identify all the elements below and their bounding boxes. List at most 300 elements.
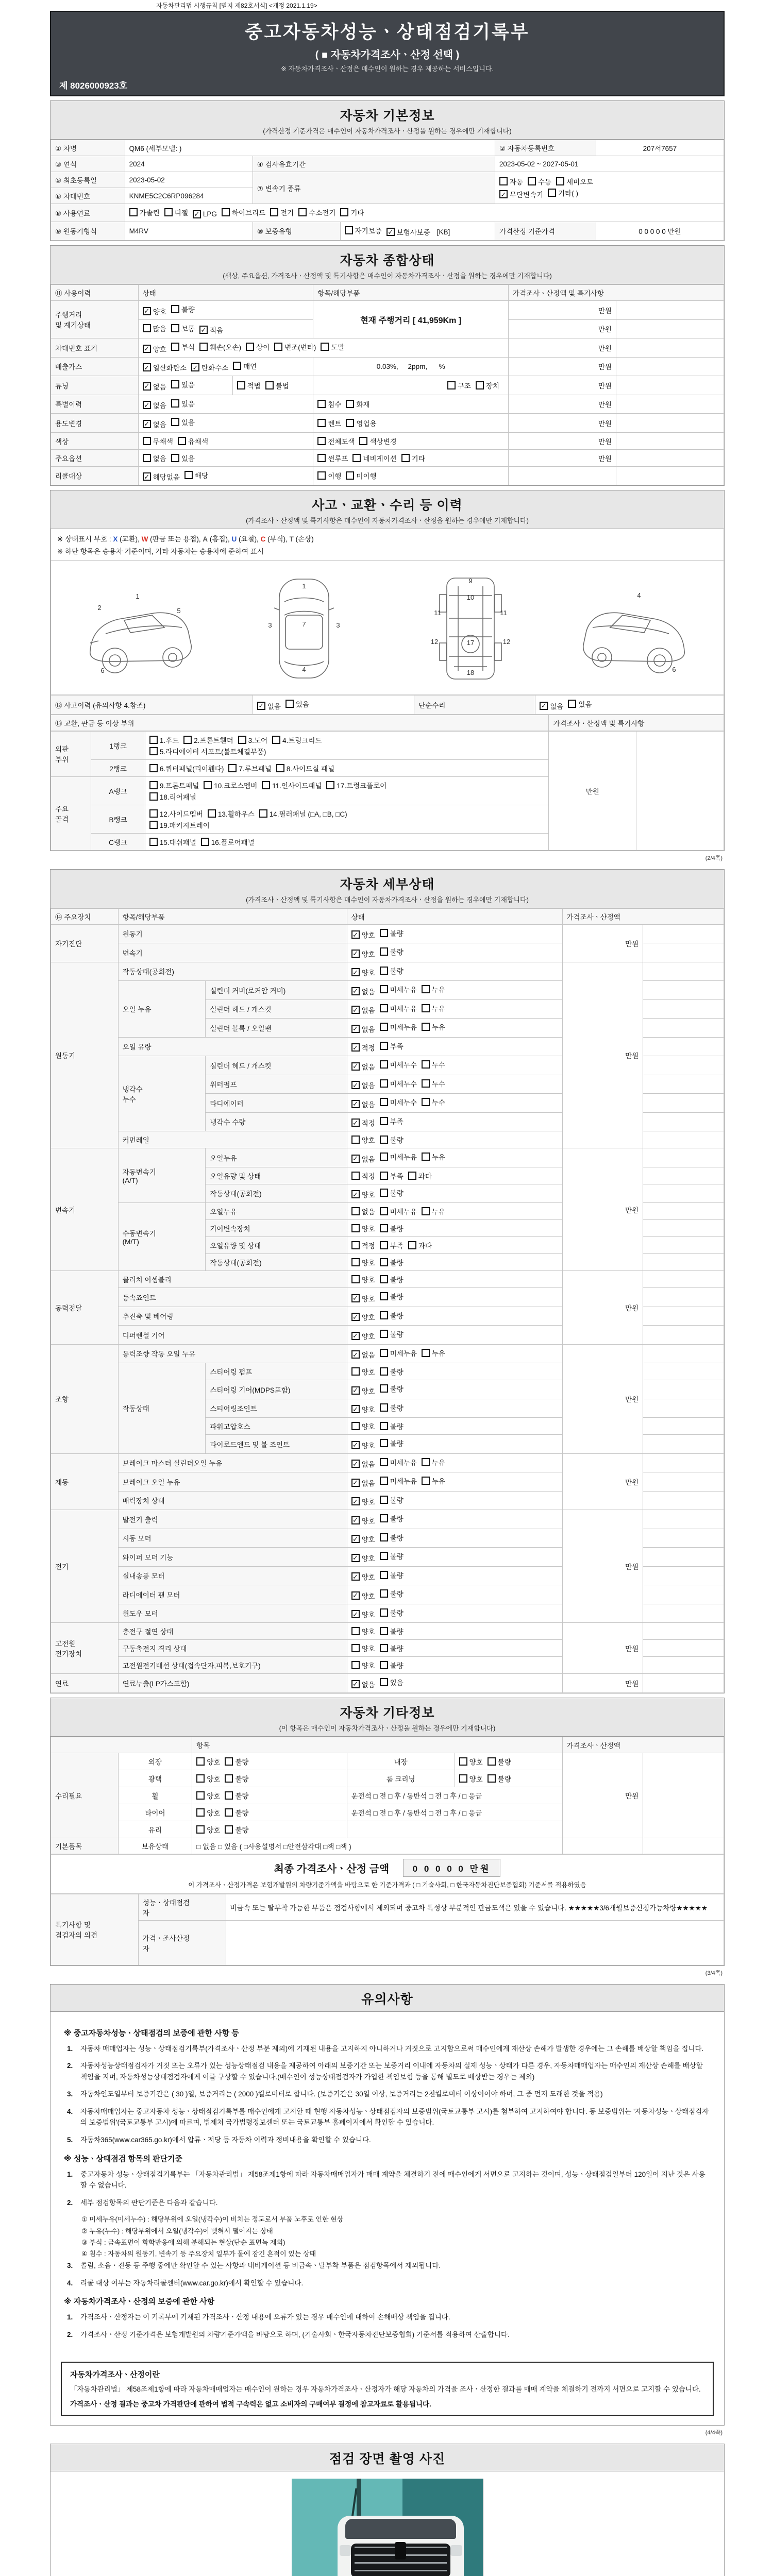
- checkbox[interactable]: 자동: [499, 176, 523, 187]
- label-cell: 디퍼렌셜 기어: [118, 1326, 347, 1345]
- checked-box-icon: ✓: [351, 1441, 360, 1449]
- value-cell: [313, 414, 509, 433]
- checkbox[interactable]: 부족: [380, 1116, 404, 1126]
- checkbox[interactable]: 양호: [196, 1790, 220, 1801]
- checkbox[interactable]: 미세누유: [380, 984, 417, 994]
- checkbox[interactable]: 유채색: [178, 436, 208, 446]
- label-cell: 실린더 헤드 / 개스킷: [206, 1056, 347, 1075]
- label-cell: 가격ㆍ조사산정 자: [138, 1920, 226, 1965]
- empty-box-icon: [352, 454, 361, 462]
- value-cell: [643, 943, 724, 962]
- value-cell: 2023-05-02: [125, 172, 253, 188]
- value-cell: 만원: [562, 962, 643, 1148]
- checkbox[interactable]: 전기: [270, 207, 294, 217]
- empty-box-icon: [488, 1774, 496, 1783]
- checkbox[interactable]: 불량: [380, 1588, 404, 1599]
- checkbox[interactable]: 불량: [488, 1756, 511, 1767]
- checked-box-icon: ✓: [351, 1516, 360, 1524]
- checkbox[interactable]: 불량: [380, 946, 404, 957]
- checkbox[interactable]: 색상변경: [359, 436, 396, 446]
- checkbox[interactable]: 적정: [351, 1240, 375, 1250]
- value-cell: [313, 395, 509, 414]
- checkbox[interactable]: ✓ 양호: [351, 1609, 375, 1619]
- checkbox[interactable]: 불량: [225, 1773, 248, 1784]
- checked-box-icon: ✓: [351, 1554, 360, 1562]
- checked-box-icon: ✓: [257, 702, 265, 710]
- value-cell: [643, 962, 724, 981]
- checkbox[interactable]: ✓ 양호: [351, 1571, 375, 1582]
- checkbox[interactable]: 디젤: [164, 207, 188, 217]
- checkbox[interactable]: 과다: [408, 1240, 432, 1250]
- checkbox[interactable]: 4.트렁크리드: [272, 735, 322, 745]
- checkbox[interactable]: 누유: [422, 1476, 445, 1486]
- checkbox[interactable]: 양호: [351, 1643, 375, 1653]
- checkbox[interactable]: 훼손(오손): [199, 342, 241, 352]
- accident-summary-table: [51, 695, 724, 715]
- value-cell: [138, 414, 313, 433]
- checkbox[interactable]: 양호: [351, 1366, 375, 1377]
- checkbox[interactable]: 13.휠하우스: [208, 808, 255, 819]
- checkbox[interactable]: 양호: [351, 1660, 375, 1670]
- checkbox[interactable]: 양호: [196, 1824, 220, 1835]
- car-diagram-top: [240, 566, 368, 689]
- checkbox[interactable]: 불법: [265, 380, 289, 391]
- diagram-part-number: 1: [136, 592, 140, 600]
- table-row: [51, 1344, 724, 1363]
- checked-box-icon: ✓: [386, 228, 395, 236]
- checkbox[interactable]: ✓ 적정: [351, 1042, 375, 1053]
- damage-code: W: [141, 535, 148, 543]
- checkbox[interactable]: ✓ 없음: [351, 1080, 375, 1090]
- checkbox[interactable]: ✓ 없음: [351, 1349, 375, 1360]
- checkbox[interactable]: ✓ 없음: [351, 1679, 375, 1689]
- checkbox[interactable]: 도말: [321, 342, 344, 352]
- checkbox[interactable]: 불량: [380, 965, 404, 976]
- empty-box-icon: [237, 381, 245, 389]
- checkbox[interactable]: 미세누유: [380, 1003, 417, 1013]
- checkbox[interactable]: 보통: [171, 323, 195, 333]
- checkbox[interactable]: 부식: [171, 342, 195, 352]
- checked-box-icon: ✓: [351, 1100, 360, 1108]
- notes-item: 3. 쏠림, 소음ㆍ진동 등 주행 중에만 확인할 수 있는 사항과 내비게이션 등 비금속ㆍ탈부착 부품은 점검항목에서 제외됩니다.: [67, 2262, 441, 2269]
- checkbox[interactable]: 12.사이드멤버: [149, 808, 203, 819]
- checkbox[interactable]: 기타: [340, 207, 364, 217]
- checkbox[interactable]: 양호: [459, 1773, 483, 1784]
- checkbox[interactable]: ✓ 없음: [143, 381, 166, 392]
- checkbox[interactable]: 불량: [225, 1824, 248, 1835]
- label-cell: ⑪ 사용이력: [51, 285, 139, 301]
- checkbox[interactable]: 변조(변타): [274, 342, 316, 352]
- checkbox[interactable]: ✓ 없음: [351, 1154, 375, 1164]
- checkbox[interactable]: 19.패키지트레이: [149, 820, 210, 830]
- checkbox[interactable]: 기타: [401, 453, 425, 463]
- final-price-note: 이 가격조사ㆍ산정가격은 보험개발원의 차량기준가액을 바탕으로 한 기준가격과 ( □ 기술사회, □ 한국자동차진단보증협회) 기준서를 적용하였음: [188, 1881, 586, 1889]
- label-cell: 주요 골격: [51, 776, 91, 850]
- checkbox[interactable]: 양호: [196, 1773, 220, 1784]
- checkbox[interactable]: ✓ 양호: [351, 1312, 375, 1322]
- checkbox[interactable]: ✓ 양호: [351, 1293, 375, 1303]
- checkbox[interactable]: 양호: [196, 1807, 220, 1818]
- value-cell: 2024: [125, 156, 253, 172]
- checkbox[interactable]: ✓ 없음: [143, 400, 166, 410]
- label-cell: ② 자동차등록번호: [495, 140, 596, 156]
- checkbox[interactable]: 적정: [351, 1171, 375, 1181]
- checkbox[interactable]: 불량: [380, 1532, 404, 1543]
- checkbox[interactable]: 양호: [351, 1626, 375, 1636]
- label-cell: 오일유량 및 상태: [206, 1167, 347, 1184]
- value-cell: [347, 1491, 562, 1510]
- checkbox[interactable]: 세미오토: [556, 176, 593, 187]
- checkbox[interactable]: ✓ 양호: [351, 1385, 375, 1396]
- checkbox[interactable]: 불량: [380, 1223, 404, 1233]
- table-row: [51, 301, 724, 320]
- checkbox[interactable]: ✓ 양호: [351, 1534, 375, 1544]
- value-cell: [643, 1640, 724, 1657]
- checkbox[interactable]: 미세누유: [380, 1151, 417, 1162]
- empty-box-icon: [298, 208, 307, 216]
- checkbox[interactable]: 불량: [225, 1756, 248, 1767]
- section-subtitle: (가격조사ㆍ산정액 및 특기사항은 매수인이 자동차가격조사ㆍ산정을 원하는 경우에만 기재합니다): [246, 517, 529, 524]
- checkbox[interactable]: 해당: [184, 470, 208, 480]
- checkbox[interactable]: 1.후드: [149, 735, 179, 745]
- checkbox[interactable]: ✓ 양호: [351, 1440, 375, 1450]
- checkbox[interactable]: 이행: [317, 470, 341, 481]
- checkbox[interactable]: 상이: [246, 342, 270, 352]
- final-price-amount: 0 0 0 0 0 만원: [403, 1859, 501, 1877]
- notes-item: 2. 자동차성능상태점검자가 거짓 또는 오류가 있는 성능상태점검 내용을 제공하여 아래의 보증기간 또는 보증거리 이내에 자동차의 실제 성능ㆍ상태가 다른 경우, 자동차매매업자는 매수인의 재산상 손해를 배상할 책임을 지며, 자동차성능상태점검자에게 이를 구상할 수 있습니다.(매수인이 성능상태점검자가 가입한 책임보험 등을 통해 별도로 배상받는 경우는 제외): [67, 2062, 703, 2081]
- checkbox[interactable]: 6.쿼터패널(리어휀다): [149, 763, 224, 773]
- value-cell: [347, 1418, 562, 1435]
- value-cell: [347, 1548, 562, 1567]
- checkbox[interactable]: 14.필러패널 (□A, □B, □C): [259, 808, 347, 819]
- checkbox[interactable]: 양호: [351, 1223, 375, 1233]
- value-cell: [643, 1657, 724, 1674]
- value-cell: [643, 1220, 724, 1237]
- checkbox[interactable]: 누유: [422, 1022, 445, 1032]
- checkbox[interactable]: 있음: [171, 398, 195, 409]
- checkbox[interactable]: 있음: [285, 699, 309, 709]
- checkbox[interactable]: 있음: [171, 379, 195, 389]
- checkbox[interactable]: ✓ 양호: [351, 1590, 375, 1601]
- label-cell: 연료: [51, 1674, 119, 1693]
- basic-info-table: [51, 140, 724, 241]
- empty-box-icon: [351, 1661, 360, 1669]
- checkbox[interactable]: 가솔린: [129, 207, 160, 217]
- checkbox[interactable]: 적법: [237, 380, 261, 391]
- checkbox[interactable]: 누유: [422, 1348, 445, 1358]
- value-cell: 유리: [118, 1821, 192, 1838]
- checkbox[interactable]: 누유: [422, 1151, 445, 1162]
- checkbox[interactable]: 양호: [351, 1134, 375, 1145]
- checkbox[interactable]: 미세누유: [380, 1022, 417, 1032]
- checkbox[interactable]: 미세누수: [380, 1078, 417, 1089]
- value-cell: [145, 805, 549, 833]
- checkbox[interactable]: 렌트: [317, 418, 341, 428]
- label-cell: 가격조사ㆍ산정액 및 특기사항: [509, 285, 724, 301]
- checkbox[interactable]: ✓ 없음: [351, 1459, 375, 1469]
- empty-box-icon: [380, 1422, 388, 1430]
- empty-box-icon: [171, 454, 179, 462]
- checkbox[interactable]: 불량: [380, 1188, 404, 1198]
- checkbox[interactable]: 17.트렁크플로어: [326, 780, 386, 790]
- value-cell: [643, 1094, 724, 1113]
- checkbox[interactable]: 불량: [380, 1643, 404, 1653]
- checkbox[interactable]: 전체도색: [317, 436, 355, 446]
- checkbox[interactable]: ✓ 양호: [351, 1189, 375, 1199]
- value-cell: [636, 731, 724, 850]
- checkbox[interactable]: 불량: [380, 928, 404, 938]
- value-cell: [616, 395, 724, 414]
- checkbox[interactable]: 15.대쉬패널: [149, 837, 196, 847]
- value-cell: 2023-05-02 ~ 2027-05-01: [495, 156, 724, 172]
- value-cell: [347, 1453, 562, 1472]
- label-cell: 라디에이터: [206, 1094, 347, 1113]
- notes-item: 5. 자동차365(www.car365.go.kr)에서 압류ㆍ저당 등 자동차 이력과 정비내용을 확인할 수 있습니다.: [67, 2136, 371, 2144]
- empty-box-icon: [528, 177, 536, 185]
- checkbox[interactable]: 누수: [422, 1059, 445, 1070]
- checkbox[interactable]: ✓ 없음: [351, 1061, 375, 1072]
- checkbox[interactable]: ✓ LPG: [193, 210, 217, 218]
- value-cell: [347, 1380, 562, 1399]
- value-cell: [347, 1288, 562, 1307]
- checkbox[interactable]: 미세누수: [380, 1059, 417, 1070]
- checkbox[interactable]: 과다: [408, 1171, 432, 1181]
- checkbox[interactable]: 미세누유: [380, 1476, 417, 1486]
- checkbox[interactable]: 5.라디에이터 서포트(볼트체결부품): [149, 746, 266, 756]
- empty-box-icon: [351, 1241, 360, 1249]
- checkbox[interactable]: ✓ 양호: [351, 1515, 375, 1526]
- checkbox[interactable]: 불량: [380, 1438, 404, 1448]
- empty-box-icon: [408, 1172, 416, 1180]
- value-cell: [495, 172, 724, 204]
- checkbox[interactable]: 썬루프: [317, 453, 348, 463]
- checkbox[interactable]: 미세누수: [380, 1097, 417, 1107]
- checkbox[interactable]: 네비게이션: [352, 453, 396, 463]
- checkbox[interactable]: 불량: [380, 1551, 404, 1561]
- checkbox[interactable]: ✓ 양호: [351, 1496, 375, 1506]
- checkbox[interactable]: ✓ 보험사보증: [386, 227, 430, 237]
- empty-box-icon: [476, 381, 484, 389]
- price-box-body: 「자동차관리법」 제58조제1항에 따라 자동차매매업자는 매수인이 원하는 경우 자동차가격조사ㆍ산정자가 해당 자동차의 가격을 조사ㆍ산정한 결과를 매매 계약을 체결하기 전까지 서면으로 고지할 수 있습니다.: [70, 2385, 701, 2394]
- checkbox[interactable]: 9.프론트패널: [149, 780, 199, 790]
- checkbox[interactable]: 양호: [196, 1756, 220, 1767]
- checkbox[interactable]: 부족: [380, 1240, 404, 1250]
- empty-box-icon: [380, 1514, 388, 1522]
- value-cell: 0.03%, 2ppm, %: [313, 357, 509, 376]
- label-cell: 항목/해당부품: [118, 908, 347, 924]
- checkbox[interactable]: 누수: [422, 1078, 445, 1089]
- label-cell: 브레이크 마스터 실린더오일 누유: [118, 1453, 347, 1472]
- label-cell: ⑥ 차대번호: [51, 188, 125, 204]
- damage-code: C: [260, 535, 266, 543]
- value-cell: [347, 1148, 562, 1167]
- value-cell: 만원: [509, 432, 616, 449]
- checkbox[interactable]: 부족: [380, 1171, 404, 1181]
- checkbox[interactable]: ✓ 적음: [199, 325, 223, 335]
- checkbox[interactable]: ✓ 없음: [143, 419, 166, 429]
- checkbox[interactable]: 영업용: [346, 418, 376, 428]
- checkbox[interactable]: 화재: [346, 399, 369, 409]
- checkbox[interactable]: 무채색: [143, 436, 173, 446]
- value-cell: [643, 1184, 724, 1203]
- checkbox[interactable]: 불량: [380, 1626, 404, 1636]
- checkbox[interactable]: 없음: [143, 453, 166, 463]
- checkbox[interactable]: 2.프론트휀더: [183, 735, 233, 745]
- checkbox[interactable]: 수소전기: [298, 207, 335, 217]
- checkbox[interactable]: 불량: [171, 304, 195, 314]
- checkbox[interactable]: 불량: [380, 1421, 404, 1431]
- checkbox[interactable]: 16.플로어패널: [201, 837, 255, 847]
- value-cell: [643, 1453, 724, 1472]
- checked-box-icon: ✓: [351, 1610, 360, 1618]
- checkbox[interactable]: 불량: [380, 1495, 404, 1505]
- diagram-part-number: 2: [97, 604, 102, 612]
- empty-box-icon: [225, 1757, 233, 1766]
- checkbox[interactable]: ✓ 양호: [351, 1331, 375, 1341]
- notes-item: 4. 자동차매매업자는 중고자동차 성능ㆍ상태점검기록부를 매수인에게 고지할 때 현행 자동차성능ㆍ상태점검자의 보증범위(국토교통부 고시)를 첨부하여 고지하여야 합니다. 동 보증범위는 '자동차성능ㆍ상태점검자의 보증범위'(국토교통부 고시)에 따르며, 법제처 국가법령정보센터 또는 국토교통부 홈페이지에서 확인할 수 있습니다.: [67, 2107, 709, 2127]
- value-cell: [347, 999, 562, 1019]
- checkbox[interactable]: 불량: [380, 1402, 404, 1413]
- checkbox[interactable]: 누수: [422, 1097, 445, 1107]
- label-cell: 기본품목: [51, 1838, 119, 1854]
- checkbox[interactable]: 많음: [143, 323, 166, 333]
- value-cell: [313, 466, 509, 485]
- empty-box-icon: [196, 1808, 205, 1817]
- checkbox[interactable]: ✓ 양호: [143, 306, 166, 316]
- checkbox[interactable]: 미세누유: [380, 1348, 417, 1358]
- checkbox[interactable]: 불량: [380, 1607, 404, 1618]
- table-row: [51, 285, 724, 301]
- checkbox[interactable]: ✓ 양호: [143, 344, 166, 354]
- checkbox[interactable]: 불량: [380, 1134, 404, 1145]
- checkbox[interactable]: 8.사이드실 패널: [276, 763, 334, 773]
- checkbox[interactable]: 양호: [351, 1274, 375, 1284]
- exchange-header-table: [51, 715, 724, 731]
- checkbox[interactable]: ✓ 없음: [351, 1024, 375, 1034]
- checkbox[interactable]: ✓ 일산화탄소: [143, 362, 187, 372]
- notes-subitem: ② 누유(누수) : 해당부위에서 오일(냉각수)이 맺혀서 떨어지는 상태: [81, 2227, 273, 2235]
- empty-box-icon: [380, 1153, 388, 1161]
- checkbox[interactable]: ✓ 없음: [351, 1099, 375, 1109]
- empty-box-icon: [380, 1608, 388, 1617]
- inspection-photo-front: [292, 2479, 483, 2576]
- checkbox[interactable]: 불량: [380, 1257, 404, 1267]
- checkbox[interactable]: 수동: [528, 176, 551, 187]
- page-title-note: ※ 자동차가격조사ㆍ산정은 매수인이 원하는 경우 제공하는 서비스입니다.: [281, 65, 494, 73]
- checked-box-icon: ✓: [351, 1386, 360, 1395]
- label-cell: A랭크: [91, 776, 145, 805]
- value-cell: [232, 376, 313, 395]
- checkbox[interactable]: ✓ 적정: [351, 1117, 375, 1128]
- checkbox[interactable]: 있음: [171, 453, 195, 463]
- empty-box-icon: [171, 418, 179, 426]
- checkbox[interactable]: 누유: [422, 1206, 445, 1216]
- checkbox[interactable]: 11.인사이드패널: [262, 780, 322, 790]
- checkbox[interactable]: 불량: [380, 1274, 404, 1284]
- checkbox[interactable]: ✓ 양호: [351, 1553, 375, 1563]
- value-cell: [643, 1326, 724, 1345]
- checkbox[interactable]: 불량: [488, 1773, 511, 1784]
- checked-box-icon: ✓: [540, 702, 548, 710]
- checkbox[interactable]: 불량: [380, 1383, 404, 1394]
- checkbox[interactable]: ✓ 없음: [257, 701, 281, 711]
- checkbox[interactable]: 누유: [422, 984, 445, 994]
- checkbox[interactable]: ✓ 양호: [351, 967, 375, 977]
- checkbox[interactable]: ✓ 해당없음: [143, 471, 180, 482]
- checkbox[interactable]: 누유: [422, 1003, 445, 1013]
- label-cell: 원동기: [118, 924, 347, 943]
- checked-box-icon: ✓: [199, 326, 208, 334]
- checkbox[interactable]: 침수: [317, 399, 341, 409]
- label-cell: 변속기: [51, 1148, 119, 1271]
- empty-box-icon: [149, 809, 158, 818]
- checkbox[interactable]: ✓ 없음: [351, 986, 375, 996]
- checkbox[interactable]: ✓ 양호: [351, 948, 375, 959]
- table-row: [51, 715, 724, 731]
- checkbox[interactable]: 불량: [380, 1310, 404, 1320]
- checkbox[interactable]: 구조: [447, 380, 471, 391]
- checkbox[interactable]: 불량: [380, 1570, 404, 1580]
- checkbox[interactable]: 양호: [351, 1421, 375, 1431]
- checkbox[interactable]: 18.리어패널: [149, 791, 196, 802]
- checkbox[interactable]: 불량: [380, 1291, 404, 1301]
- checkbox[interactable]: ✓ 양호: [351, 1404, 375, 1414]
- checkbox[interactable]: 부족: [380, 1041, 404, 1051]
- checkbox[interactable]: 장치: [476, 380, 499, 391]
- checkbox[interactable]: 불량: [225, 1790, 248, 1801]
- checkbox[interactable]: 불량: [380, 1329, 404, 1339]
- checkbox[interactable]: ✓ 탄화수소: [191, 362, 228, 372]
- checkbox[interactable]: 미이행: [346, 470, 376, 481]
- checkbox[interactable]: 매연: [233, 361, 257, 371]
- checkbox[interactable]: 10.크로스멤버: [204, 780, 257, 790]
- empty-box-icon: [380, 1533, 388, 1541]
- empty-box-icon: [222, 208, 230, 216]
- checkbox[interactable]: 불량: [225, 1807, 248, 1818]
- checkbox[interactable]: 불량: [380, 1366, 404, 1377]
- checkbox[interactable]: 양호: [351, 1257, 375, 1267]
- checkbox[interactable]: 7.루브패널: [228, 763, 271, 773]
- empty-box-icon: [351, 1644, 360, 1652]
- empty-box-icon: [270, 208, 278, 216]
- checkbox[interactable]: ✓ 없음: [351, 1005, 375, 1015]
- checkbox[interactable]: 있음: [380, 1677, 404, 1687]
- checkbox[interactable]: ✓ 양호: [351, 929, 375, 940]
- label-cell: 배출가스: [51, 357, 139, 376]
- empty-box-icon: [196, 1825, 205, 1834]
- checkbox[interactable]: 없음: [351, 1206, 375, 1216]
- checkbox[interactable]: 3.도어: [238, 735, 267, 745]
- checkbox[interactable]: 자기보증: [345, 225, 382, 235]
- checkbox[interactable]: 불량: [380, 1660, 404, 1670]
- diagram-part-number: 4: [637, 591, 641, 599]
- checkbox[interactable]: 있음: [568, 699, 592, 709]
- checkbox[interactable]: 기타( ): [548, 188, 578, 198]
- empty-box-icon: [422, 1060, 430, 1069]
- checkbox[interactable]: ✓ 없음: [351, 1478, 375, 1488]
- value-cell: [347, 1510, 562, 1529]
- checkbox[interactable]: 하이브리드: [222, 207, 265, 217]
- checkbox[interactable]: 누유: [422, 1457, 445, 1467]
- checkbox[interactable]: 있음: [171, 417, 195, 427]
- checkbox[interactable]: 미세누유: [380, 1457, 417, 1467]
- checkbox[interactable]: ✓ 없음: [540, 701, 563, 711]
- checkbox[interactable]: 양호: [459, 1756, 483, 1767]
- checkbox[interactable]: 불량: [380, 1513, 404, 1523]
- checkbox[interactable]: ✓ 무단변속기: [499, 189, 543, 199]
- section-notes: [50, 1984, 725, 2426]
- checkbox[interactable]: 미세누유: [380, 1206, 417, 1216]
